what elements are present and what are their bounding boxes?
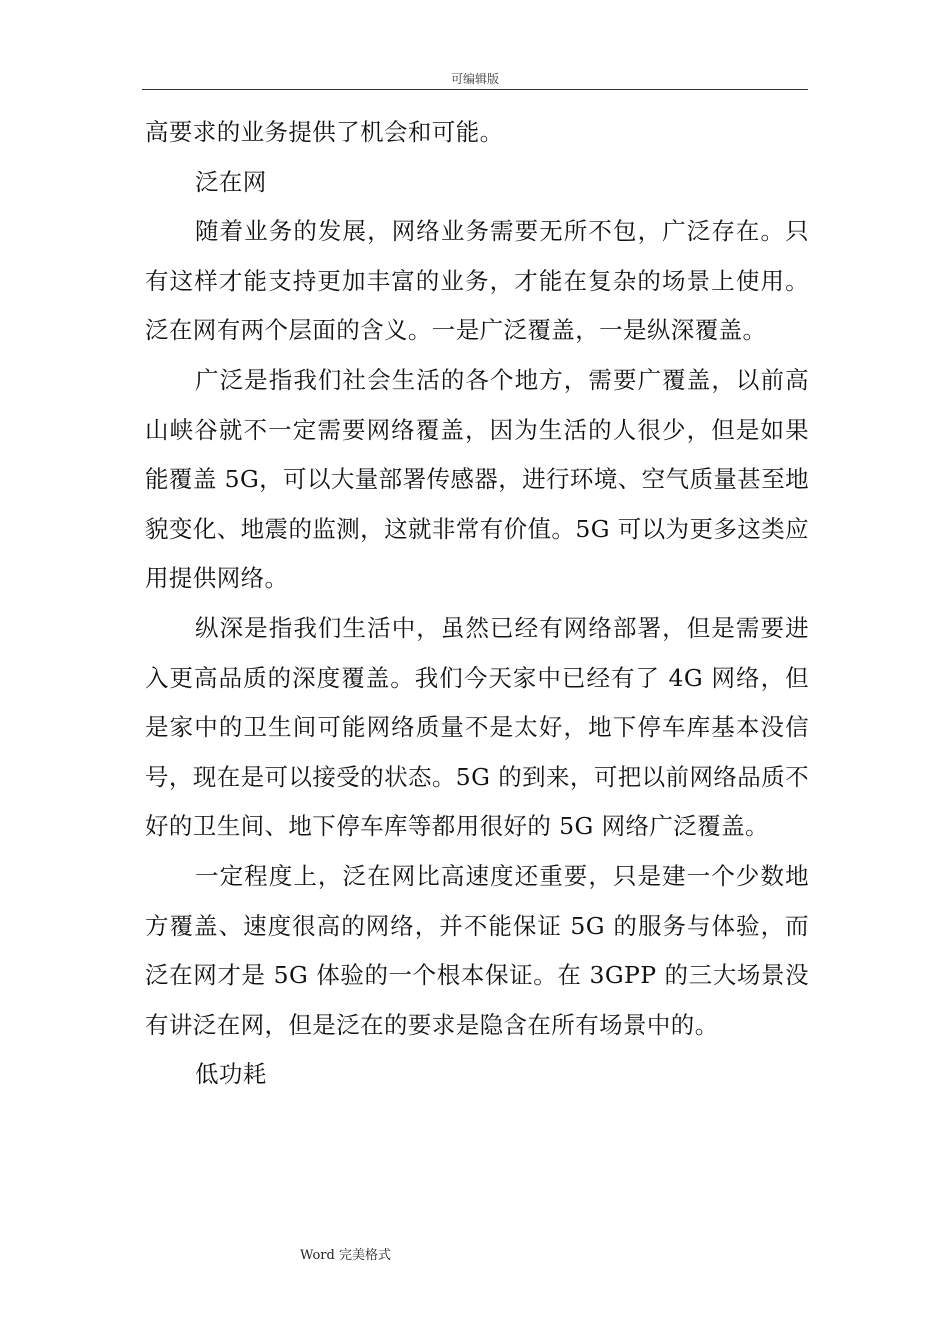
page-header — [142, 72, 808, 90]
header-title: 可编辑版 — [450, 72, 499, 86]
footer-label: Word 完美格式 — [300, 1248, 391, 1263]
paragraph: 纵深是指我们生活中，虽然已经有网络部署，但是需要进入更高品质的深度覆盖。我们今天家中已经有了 4G 网络，但是家中的卫生间可能网络质量不是太好，地下停车库基本没信号，现在是可以接受的状态。5G 的到来，可把以前网络品质不好的卫生间、地下停车库等都用很好的 5G 网络广泛覆盖。 — [145, 613, 809, 841]
paragraph: 广泛是指我们社会生活的各个地方，需要广覆盖，以前高山峡谷就不一定需要网络覆盖，因为生活的人很少，但是如果能覆盖 5G，可以大量部署传感器，进行环境、空气质量甚至地貌变化、地震的监测，这就非常有价值。5G 可以为更多这类应用提供网络。 — [145, 365, 809, 593]
paragraph: 一定程度上，泛在网比高速度还重要，只是建一个少数地方覆盖、速度很高的网络，并不能保证 5G 的服务与体验，而泛在网才是 5G 体验的一个根本保证。在 3GPP 的三大场景没有讲泛在网，但是泛在的要求是隐含在所有场景中的。 — [145, 861, 809, 1039]
paragraph: 随着业务的发展，网络业务需要无所不包，广泛存在。只有这样才能支持更加丰富的业务，才能在复杂的场景上使用。泛在网有两个层面的含义。一是广泛覆盖，一是纵深覆盖。 — [145, 217, 809, 345]
section-heading-low-power: 低功耗 — [195, 1060, 267, 1089]
section-heading-ubiquitous-network: 泛在网 — [195, 167, 267, 196]
paragraph-continuation: 高要求的业务提供了机会和可能。 — [145, 118, 504, 146]
document-body — [145, 108, 809, 1100]
page-footer — [300, 1248, 391, 1264]
